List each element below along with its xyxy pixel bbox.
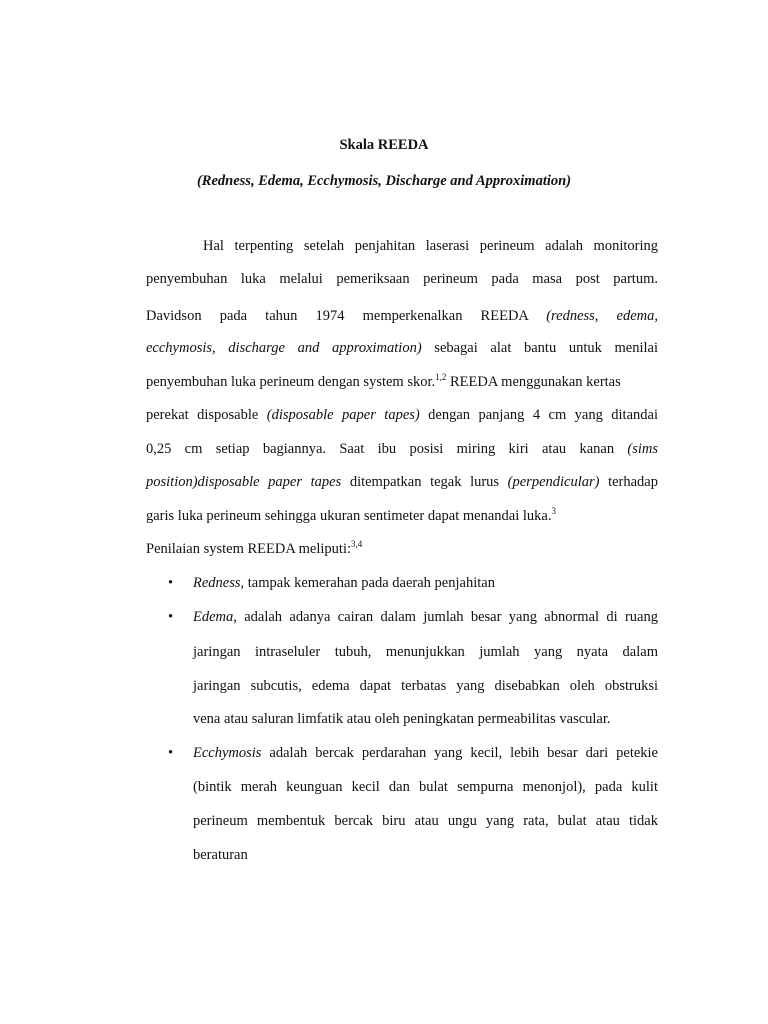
body-paragraph [146,237,658,537]
paragraph-text: 0,25 cm setiap bagiannya. Saat ibu posisi miring kiri atau kanan [146,441,628,457]
paragraph-text: penyembuhan luka perineum dengan system skor. [146,374,436,390]
list-item-line [193,608,658,626]
paragraph-text: Hal terpenting setelah penjahitan laserasi perineum adalah monitoring [203,238,658,254]
paragraph-text: Davidson pada tahun 1974 memperkenalkan REEDA [146,308,547,324]
paragraph-text: perekat disposable [146,407,267,423]
list-item-line [193,744,658,762]
paragraph-text: penyembuhan luka melalui pemeriksaan perineum pada masa post partum. [146,271,658,287]
paragraph-line [146,339,658,357]
bullet-icon: • [168,745,174,761]
document-subtitle: (Redness, Edema, Ecchymosis, Discharge and Approximation) [196,173,572,189]
assessment-intro-text: Penilaian system REEDA meliputi: [146,541,351,557]
paragraph-line [146,307,658,325]
document-title: Skala REEDA [339,137,429,153]
paragraph-italic-text: (perpendicular) [507,474,600,490]
list-item-text: beraturan [193,847,248,863]
list-item-text: perineum membentuk bercak biru atau ungu yang rata, bulat atau tidak [193,813,658,829]
paragraph-text: terhadap [599,474,658,490]
list-item-line [193,846,658,864]
citation-superscript: 3 [551,506,556,516]
list-item-text: (bintik merah keunguan kecil dan bulat sempurna menonjol), pada kulit [193,779,658,795]
list-item-line [193,778,658,796]
list-item-text: vena atau saluran limfatik atau oleh peningkatan permeabilitas vascular. [193,711,611,727]
list-item-text: , adalah adanya cairan dalam jumlah besar yang abnormal di ruang [233,609,658,625]
list-item-term: Ecchymosis [193,745,262,761]
paragraph-italic-text: position)disposable paper tapes [146,474,342,490]
paragraph-line [146,373,658,391]
list-item-text: , tampak kemerahan pada daerah penjahitan [240,575,495,591]
paragraph-text: dengan panjang 4 cm yang ditandai [419,407,658,423]
list-item-term: Edema [193,609,234,625]
assessment-intro [146,540,658,558]
citation-superscript: 3,4 [351,539,363,549]
paragraph-line [146,507,658,525]
citation-superscript: 1,2 [435,372,447,382]
list-item-text: jaringan intraseluler tubuh, menunjukkan jumlah yang nyata dalam [193,644,658,660]
list-item-line [193,710,658,728]
bullet-icon: • [168,575,174,591]
paragraph-line [146,406,658,424]
paragraph-italic-text: (redness, edema, [546,308,658,324]
list-item-text: adalah bercak perdarahan yang kecil, lebih besar dari petekie [261,745,658,761]
list-item-line [193,677,658,695]
paragraph-italic-text: (disposable paper tapes) [266,407,420,423]
list-item-line [193,574,658,592]
paragraph-line [146,237,658,255]
paragraph-line [146,440,658,458]
paragraph-line [146,270,658,288]
list-item-text: jaringan subcutis, edema dapat terbatas yang disebabkan oleh obstruksi [193,678,658,694]
paragraph-line [146,473,658,491]
list-item-line [193,812,658,830]
paragraph-text: REEDA menggunakan kertas [446,374,621,390]
paragraph-italic-text: ecchymosis, discharge and approximation) [146,340,422,356]
bullet-icon: • [168,609,174,625]
paragraph-italic-text: (sims [627,441,658,457]
list-item-term: Redness [193,575,241,591]
paragraph-text: garis luka perineum sehingga ukuran sentimeter dapat menandai luka. [146,508,552,524]
paragraph-text: sebagai alat bantu untuk menilai [421,340,658,356]
paragraph-text: ditempatkan tegak lurus [341,474,508,490]
list-item-line [193,643,658,661]
